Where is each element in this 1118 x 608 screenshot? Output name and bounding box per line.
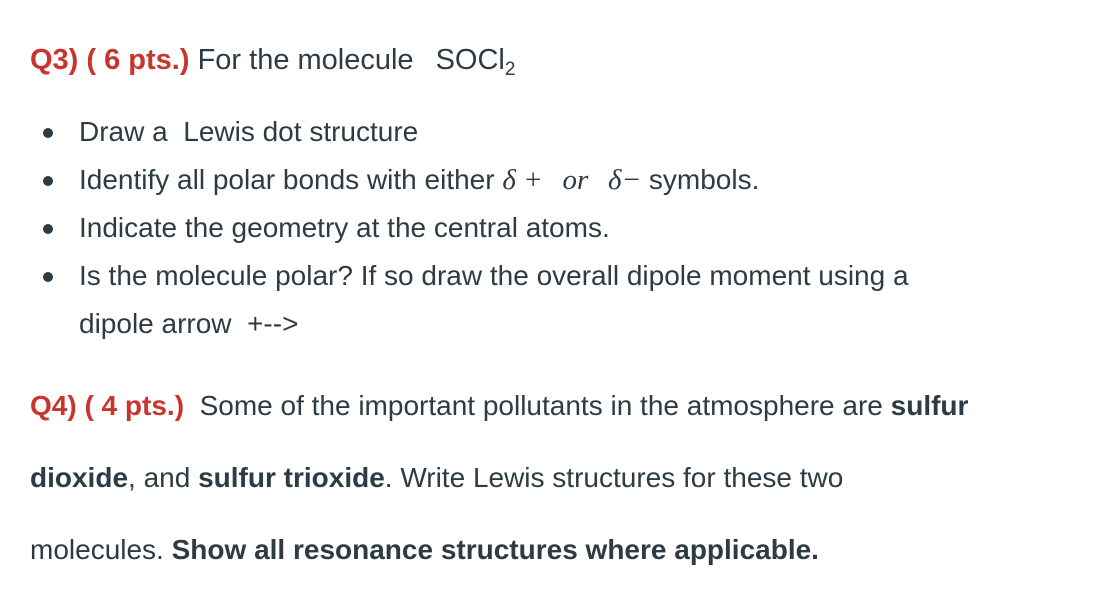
list-item [0,108,909,156]
bullet-dot-icon [43,176,53,186]
q4-bold-trioxide: sulfur trioxide [198,462,385,493]
q4-line-1 [30,370,1090,442]
q4-bold-dioxide: dioxide [30,462,129,493]
bullet-dot-icon [43,272,53,282]
task-draw-lewis: Draw a Lewis dot structure [79,116,419,147]
delta-plus-symbol: δ + [502,164,543,196]
bullet-dot-icon [43,128,53,138]
q3-heading [30,40,515,80]
q4-bold-sulfur: sulfur [890,390,969,421]
q3-label: Q3) ( 6 pts.) [30,44,190,76]
q4-text-2a: , and [128,462,191,493]
q4-paragraph [30,370,1090,586]
q4-line-2 [30,442,1090,514]
list-item [0,156,909,204]
q3-task-list [0,108,909,348]
delta-minus-symbol: δ− [608,164,642,196]
molecule-base: SOCl [435,44,505,76]
q3-prompt: For the molecule [197,44,414,76]
or-word: or [562,164,589,196]
task-polarity-line2: dipole arrow +--> [79,308,299,339]
list-item [0,252,909,348]
q4-text-1: Some of the important pollutants in the atmosphere are [199,390,883,421]
q4-label: Q4) ( 4 pts.) [30,390,185,421]
q4-text-3: molecules. [30,534,164,565]
molecule-formula [435,44,516,80]
q4-line-3 [30,514,1090,586]
task-polarity-line1: Is the molecule polar? If so draw the overall dipole moment using a [79,260,909,291]
task-polar-bonds-prefix: Identify all polar bonds with either [79,164,495,195]
list-item [0,204,909,252]
bullet-dot-icon [43,224,53,234]
molecule-subscript: 2 [504,59,516,80]
q4-bold-instruction: Show all resonance structures where applicable. [171,534,819,565]
task-polar-bonds-suffix: symbols. [648,164,760,195]
task-geometry: Indicate the geometry at the central atoms. [79,212,610,243]
q4-text-2b: . Write Lewis structures for these two [384,462,844,493]
